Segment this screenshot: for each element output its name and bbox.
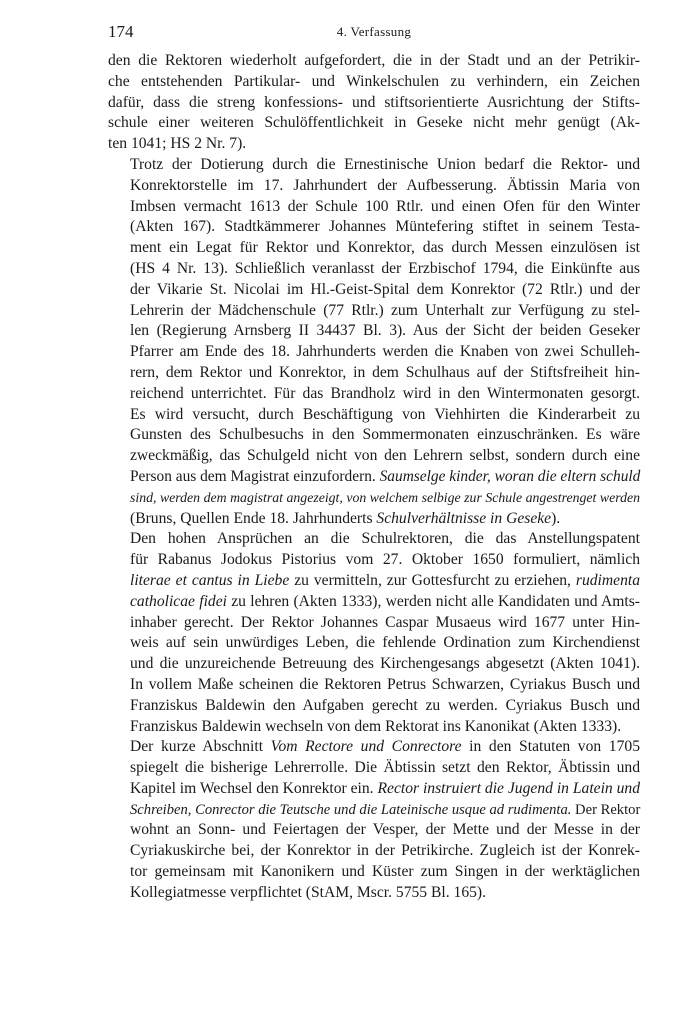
text-segment: den die Rektoren wiederholt aufgefordert, die in der Stadt und an der Petrikir- [108, 52, 640, 69]
text-line [108, 134, 640, 155]
text-line [108, 176, 640, 197]
text-line [108, 259, 640, 280]
text-line [108, 613, 640, 634]
text-line [108, 405, 640, 426]
text-segment: Konrektorstelle im 17. Jahrhundert der Aufbesserung. Äbtissin Maria von [130, 176, 640, 194]
italic-quote: Schulverhältnisse in Geseke [376, 509, 552, 527]
text-segment: der Vikarie St. Nicolai im Hl.-Geist-Spital dem Konrektor (72 Rtlr.) und der [130, 280, 640, 298]
text-segment: Franziskus Baldewin wechseln von dem Rektorat ins Kanonikat (Akten 1333). [130, 717, 622, 735]
text-line [108, 696, 640, 717]
text-line [108, 654, 640, 675]
text-line [108, 321, 640, 342]
italic-quote: rudimenta [575, 571, 640, 589]
text-line [108, 363, 640, 384]
text-segment: len (Regierung Arnsberg II 34437 Bl. 3). Aus der Sicht der beiden Geseker [130, 322, 640, 340]
text-line [108, 509, 640, 530]
text-line [108, 675, 640, 696]
text-line [108, 550, 640, 571]
text-segment: Es wird versucht, durch Beschäftigung von Viehhirten die Kinderarbeit zu [130, 405, 640, 423]
text-segment: In vollem Maße scheinen die Rektoren Petrus Schwarzen, Cyriakus Busch und [130, 675, 640, 693]
text-segment: und die unzureichende Betreuung des Kirchengesangs abgesetzt (Akten 1041). [130, 655, 640, 673]
text-segment: (Bruns, Quellen Ende 18. Jahrhunderts [130, 509, 377, 527]
text-segment: Pfarrer am Ende des 18. Jahrhunderts werden die Knaben von zwei Schulleh- [130, 343, 640, 361]
text-segment: Kapitel im Wechsel den Konrektor ein. [130, 779, 378, 797]
text-segment: (HS 4 Nr. 13). Schließlich veranlasst der Erzbischof 1794, die Einkünfte aus [130, 259, 640, 277]
text-segment: Trotz der Dotierung durch die Ernestinische Union bedarf die Rektor- und [130, 155, 640, 173]
italic-quote: literae et cantus in Liebe [130, 571, 290, 589]
text-segment: ). [551, 509, 561, 527]
text-line [108, 384, 640, 405]
text-segment: Cyriakuskirche bei, der Konrektor in der Petrikirche. Zugleich ist der Konrek- [130, 842, 640, 860]
text-segment: zu vermitteln, zur Gottesfurcht zu erziehen, [289, 571, 576, 589]
text-segment: Person aus dem Magistrat einzufordern. [130, 467, 380, 485]
text-segment: schule einer weiteren Schulöffentlichkeit in Geseke nicht mehr genügt (Ak- [108, 114, 640, 132]
text-line [108, 488, 640, 509]
paragraph [108, 737, 640, 903]
text-segment: Der kurze Abschnitt [130, 738, 271, 756]
running-head [108, 22, 640, 42]
text-line [108, 217, 640, 238]
text-segment: ment ein Legat für Rektor und Konrektor, das durch Messen einzulösen ist [130, 239, 640, 257]
body-text [108, 51, 640, 904]
text-line [108, 425, 640, 446]
text-segment: che entstehenden Partikular- und Winkelschulen zu verhindern, ein Zeichen [108, 72, 640, 90]
text-line [108, 717, 640, 738]
text-segment: wohnt an Sonn- und Feiertagen der Vesper, der Mette und der Messe in der [130, 821, 640, 839]
text-line [108, 737, 640, 758]
running-title: 4. Verfassung [336, 24, 412, 39]
text-segment: ten 1041; HS 2 Nr. 7). [108, 135, 247, 153]
text-segment: tor gemeinsam mit Kanonikern und Küster zum Singen in der werktäglichen [130, 863, 640, 881]
text-segment: (Akten 167). Stadtkämmerer Johannes Müntefering stiftet in seinem Testa- [130, 218, 640, 236]
text-segment: Der Rektor [571, 801, 641, 818]
text-line [108, 571, 640, 592]
text-line [108, 197, 640, 218]
italic-quote: catholicae fidei [130, 592, 227, 610]
text-segment: Kollegiatmesse verpflichtet (StAM, Mscr. 5755 Bl. 165). [130, 883, 487, 901]
text-segment: Lehrerin der Mädchenschule (77 Rtlr.) zum Unterhalt zur Verfügung zu stel- [130, 301, 640, 319]
text-line [108, 51, 640, 72]
text-segment: dafür, dass die streng konfessions- und stiftsorientierte Ausrichtung der Stifts- [108, 93, 640, 111]
text-line [108, 841, 640, 862]
text-line [108, 93, 640, 114]
text-line [108, 779, 640, 800]
paragraph [108, 155, 640, 529]
paragraph [108, 529, 640, 737]
text-segment: reichend unterrichtet. Für das Brandholz wird in den Wintermonaten gesorgt. [130, 384, 640, 402]
text-segment: zweckmäßig, das Schulgeld nicht von den Lehrern selbst, sondern durch eine [130, 447, 640, 465]
text-line [108, 800, 640, 821]
text-line [108, 758, 640, 779]
text-segment: inhaber gerecht. Der Rektor Johannes Caspar Musaeus wird 1677 unter Hin- [130, 613, 640, 631]
text-segment: Imbsen vermacht 1613 der Schule 100 Rtlr. und einen Ofen für den Winter [130, 197, 640, 215]
italic-quote: Saumselge kinder, woran die eltern schuld [379, 467, 641, 485]
text-segment: Gunsten des Schulbesuchs in den Sommermonaten einzuschränken. Es wäre [130, 426, 640, 444]
text-line [108, 592, 640, 613]
text-line [108, 238, 640, 259]
text-line [108, 155, 640, 176]
text-line [108, 862, 640, 883]
text-line [108, 529, 640, 550]
text-line [108, 113, 640, 134]
italic-quote: Vom Rectore und Conrectore [270, 738, 462, 756]
text-line [108, 446, 640, 467]
italic-quote: sind, werden dem magistrat angezeigt, von welchem selbige zur Schule angestrenget werden [130, 489, 640, 505]
page-number: 174 [108, 22, 134, 41]
text-segment: Franziskus Baldewin den Aufgaben gerecht zu werden. Cyriakus Busch und [130, 696, 640, 714]
text-segment: spiegelt die bisherige Lehrerrolle. Die Äbtissin setzt den Rektor, Äbtissin und [130, 759, 640, 777]
paragraph [108, 51, 640, 155]
text-segment: Den hohen Ansprüchen an die Schulrektoren, die das Anstellungspatent [130, 530, 640, 548]
text-line [108, 633, 640, 654]
italic-quote: Rector instruiert die Jugend in Latein und [377, 779, 640, 797]
text-segment: in den Statuten von 1705 [461, 738, 640, 756]
text-line [108, 342, 640, 363]
text-segment: rern, dem Rektor und Konrektor, in dem Schulhaus auf der Stiftsfreiheit hin- [130, 363, 640, 381]
text-segment: für Rabanus Jodokus Pistorius vom 27. Oktober 1650 formuliert, nämlich [130, 551, 640, 569]
text-segment: weis auf sein unwürdiges Leben, die fehlende Ordination zum Kirchendienst [130, 634, 640, 652]
text-line [108, 301, 640, 322]
text-line [108, 467, 640, 488]
text-line [108, 883, 640, 904]
text-line [108, 72, 640, 93]
text-line [108, 280, 640, 301]
text-segment: zu lehren (Akten 1333), werden nicht alle Kandidaten und Amts- [226, 592, 641, 610]
italic-quote: Schreiben, Conrector die Teutsche und die Lateinische usque ad rudimenta. [130, 801, 572, 818]
text-line [108, 820, 640, 841]
